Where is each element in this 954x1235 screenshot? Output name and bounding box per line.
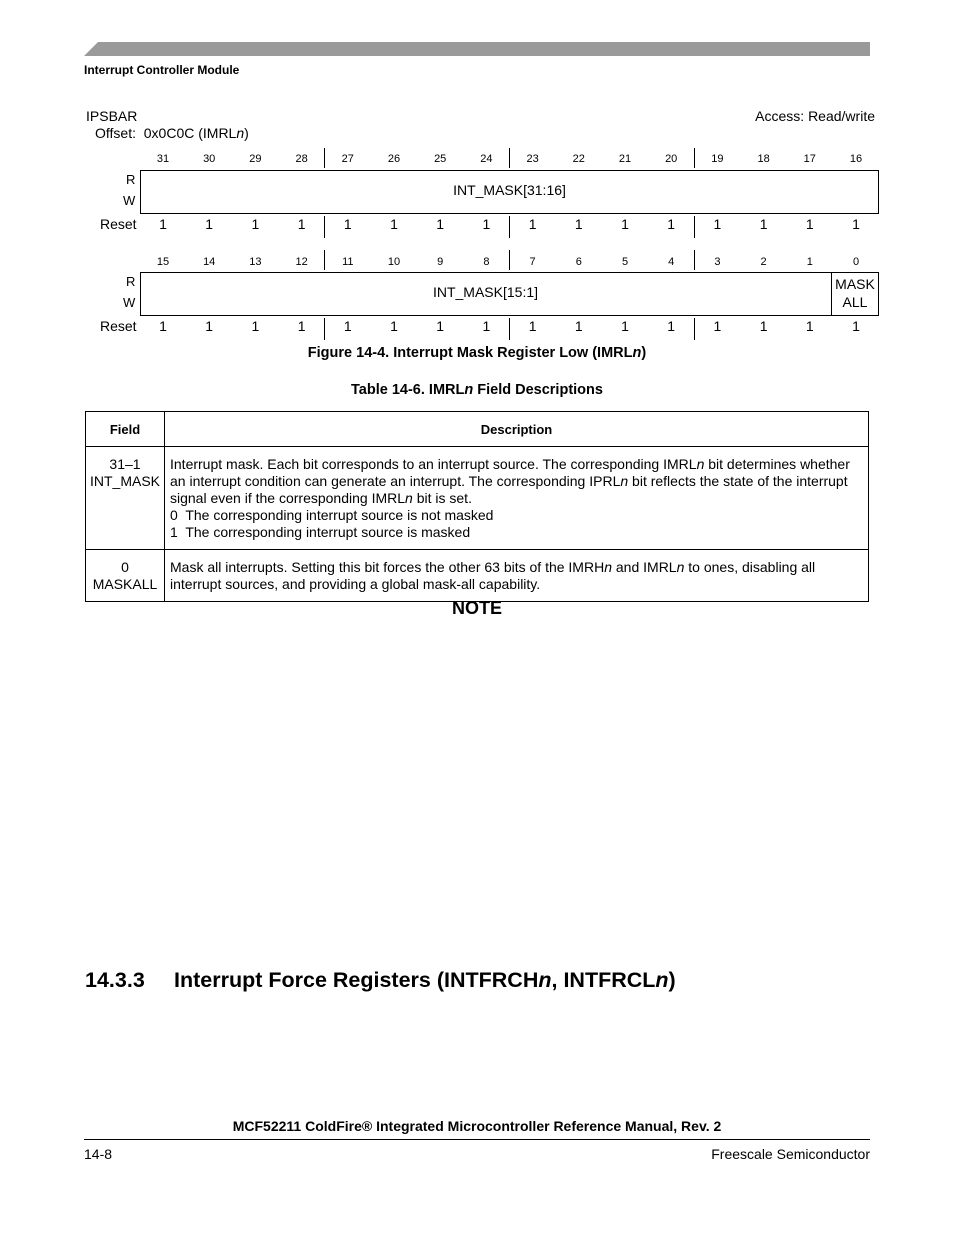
bit-number: 10	[387, 256, 401, 268]
bit-number: 18	[757, 153, 770, 165]
desc-segment: to ones, disabling all interrupt sources, and providing a global mask-all capability.	[170, 559, 816, 592]
field-name: MASKALL	[92, 576, 158, 592]
description-cell	[165, 550, 869, 602]
bit-number: 15	[156, 256, 170, 268]
bit-number: 28	[295, 153, 308, 165]
register-access: Access: Read/write	[755, 108, 875, 124]
lower-read-label: R	[126, 274, 136, 289]
upper-nibble-tick	[324, 216, 325, 238]
register-base: IPSBAR	[86, 108, 138, 124]
field-cell	[86, 550, 165, 602]
description-text	[170, 456, 862, 507]
reset-value: 1	[713, 318, 722, 334]
section-title-italic: n	[655, 968, 669, 992]
upper-nibble-tick	[694, 216, 695, 238]
section-number: 14.3.3	[85, 968, 145, 992]
desc-italic: n	[696, 456, 705, 472]
reset-value: 1	[667, 216, 676, 232]
description-cell	[165, 447, 869, 550]
lower-field-name: INT_MASK[15:1]	[432, 284, 539, 300]
bit-number: 25	[434, 153, 447, 165]
bit-number: 20	[665, 153, 678, 165]
reset-value: 1	[805, 216, 814, 232]
col-header-description: Description	[165, 412, 869, 447]
bit-number: 9	[437, 256, 444, 268]
desc-italic: n	[620, 473, 629, 489]
reset-value: 1	[251, 216, 260, 232]
bit-number: 7	[529, 256, 536, 268]
reset-value: 1	[621, 216, 629, 232]
figure-caption-close: )	[641, 345, 647, 361]
upper-nibble-tick	[324, 148, 325, 168]
reset-value: 1	[205, 318, 214, 334]
figure-caption-text: Figure 14-4. Interrupt Mask Register Low (IMRL	[307, 345, 633, 361]
upper-write-label: W	[123, 193, 136, 208]
desc-segment: bit determines whether an interrupt condition can generate an interrupt. The corresponding IPRL	[170, 456, 850, 489]
bit-number: 21	[618, 153, 632, 165]
upper-field-name: INT_MASK[31:16]	[453, 182, 566, 198]
reset-value: 1	[852, 216, 860, 232]
upper-nibble-tick	[509, 148, 510, 168]
note-title: NOTE	[451, 598, 502, 618]
desc-italic: n	[405, 490, 413, 506]
upper-nibble-tick	[694, 148, 695, 168]
mask-all-field	[831, 275, 879, 311]
bit-number: 16	[849, 153, 863, 165]
desc-segment: and IMRL	[612, 559, 677, 575]
description-text	[170, 559, 862, 593]
bit-number: 14	[203, 256, 216, 268]
running-header: Interrupt Controller Module	[84, 63, 240, 77]
table-caption-text: Table 14-6. IMRL	[351, 382, 465, 398]
table-caption	[0, 382, 954, 398]
register-offset	[95, 125, 249, 141]
bit-number: 17	[803, 153, 816, 165]
bit-number: 24	[480, 153, 493, 165]
lower-nibble-tick	[694, 250, 695, 270]
reset-value: 1	[667, 318, 676, 334]
reset-value: 1	[297, 318, 306, 334]
bit-number: 3	[714, 256, 721, 268]
offset-label: Offset:	[95, 125, 136, 141]
footer-title: MCF52211 ColdFire® Integrated Microcontroller Reference Manual, Rev. 2	[232, 1118, 722, 1134]
mask-all-line1: MASK	[835, 276, 875, 292]
lower-nibble-tick	[324, 250, 325, 270]
reset-value: 1	[482, 216, 491, 232]
lower-nibble-tick	[509, 250, 510, 270]
reset-value: 1	[159, 318, 167, 334]
footer-rule	[84, 1139, 870, 1140]
reset-value: 1	[159, 216, 167, 232]
reset-value: 1	[528, 216, 537, 232]
option-0: 0 The corresponding interrupt source is not masked	[170, 507, 494, 523]
bit-number: 1	[806, 256, 813, 268]
reset-value: 1	[574, 216, 583, 232]
bit-number: 23	[526, 153, 539, 165]
reset-value: 1	[343, 216, 352, 232]
bit-number: 2	[760, 256, 767, 268]
reset-value: 1	[390, 216, 398, 232]
desc-italic: n	[604, 559, 612, 575]
reset-value: 1	[251, 318, 260, 334]
desc-italic: n	[676, 559, 685, 575]
section-heading	[85, 968, 676, 993]
desc-segment: Interrupt mask. Each bit corresponds to an interrupt source. The corresponding IMRL	[170, 456, 697, 472]
bit-number: 26	[387, 153, 401, 165]
desc-segment: Mask all interrupts. Setting this bit forces the other 63 bits of the IMRH	[170, 559, 605, 575]
offset-italic: n	[236, 125, 245, 141]
field-name: INT_MASK	[89, 473, 160, 489]
reset-value: 1	[759, 318, 768, 334]
publisher: Freescale Semiconductor	[711, 1146, 870, 1162]
reset-value: 1	[390, 318, 398, 334]
field-description-table	[85, 411, 869, 602]
bit-number: 29	[249, 153, 262, 165]
reset-value: 1	[759, 216, 768, 232]
bit-number: 12	[295, 256, 308, 268]
offset-close: )	[244, 125, 249, 141]
reset-value: 1	[297, 216, 306, 232]
section-title-c: )	[668, 968, 676, 992]
lower-nibble-tick	[324, 318, 325, 340]
section-title-italic: n	[538, 968, 552, 992]
upper-nibble-tick	[509, 216, 510, 238]
table-row	[86, 550, 869, 602]
option-1: 1 The corresponding interrupt source is masked	[170, 524, 471, 540]
reset-value: 1	[436, 216, 445, 232]
table-caption-italic: n	[464, 382, 474, 398]
bit-number: 30	[203, 153, 216, 165]
bit-number: 0	[852, 256, 860, 268]
figure-caption-italic: n	[632, 345, 642, 361]
reset-value: 1	[205, 216, 214, 232]
lower-nibble-tick	[509, 318, 510, 340]
bit-number: 22	[572, 153, 585, 165]
bit-number: 19	[711, 153, 724, 165]
mask-all-line2: ALL	[842, 294, 868, 310]
reset-value: 1	[343, 318, 352, 334]
reset-value: 1	[713, 216, 722, 232]
section-title-b: , INTFRCL	[551, 968, 656, 992]
bit-number: 5	[621, 256, 629, 268]
bit-number: 11	[342, 256, 354, 268]
reset-value: 1	[528, 318, 537, 334]
lower-reset-label: Reset	[100, 318, 137, 334]
bit-number: 27	[341, 153, 354, 165]
reset-value: 1	[852, 318, 860, 334]
reset-value: 1	[574, 318, 583, 334]
bit-number: 13	[249, 256, 262, 268]
reset-value: 1	[621, 318, 629, 334]
section-title-a: Interrupt Force Registers (INTFRCH	[174, 968, 539, 992]
col-header-field: Field	[86, 412, 165, 447]
header-bar	[84, 42, 870, 56]
desc-segment: bit reflects the state of the interrupt signal even if the corresponding IMRL	[170, 473, 848, 506]
upper-read-label: R	[126, 172, 136, 187]
field-bits: 31–1	[109, 456, 141, 472]
lower-nibble-tick	[694, 318, 695, 340]
field-cell	[86, 447, 165, 550]
reset-value: 1	[436, 318, 445, 334]
table-header-row	[86, 412, 869, 447]
upper-reset-label: Reset	[100, 216, 137, 232]
bit-number: 6	[575, 256, 582, 268]
desc-segment: bit is set.	[412, 490, 472, 506]
bit-number: 8	[483, 256, 490, 268]
table-row	[86, 447, 869, 550]
bit-number: 4	[668, 256, 675, 268]
figure-caption	[0, 345, 954, 361]
bit-number: 31	[156, 153, 170, 165]
offset-value: 0x0C0C (IMRL	[143, 125, 237, 141]
reset-value: 1	[805, 318, 814, 334]
reset-value: 1	[482, 318, 491, 334]
page-number: 14-8	[84, 1146, 113, 1162]
lower-write-label: W	[123, 295, 136, 310]
table-caption-rest: Field Descriptions	[473, 382, 603, 398]
field-bits: 0	[121, 559, 129, 575]
